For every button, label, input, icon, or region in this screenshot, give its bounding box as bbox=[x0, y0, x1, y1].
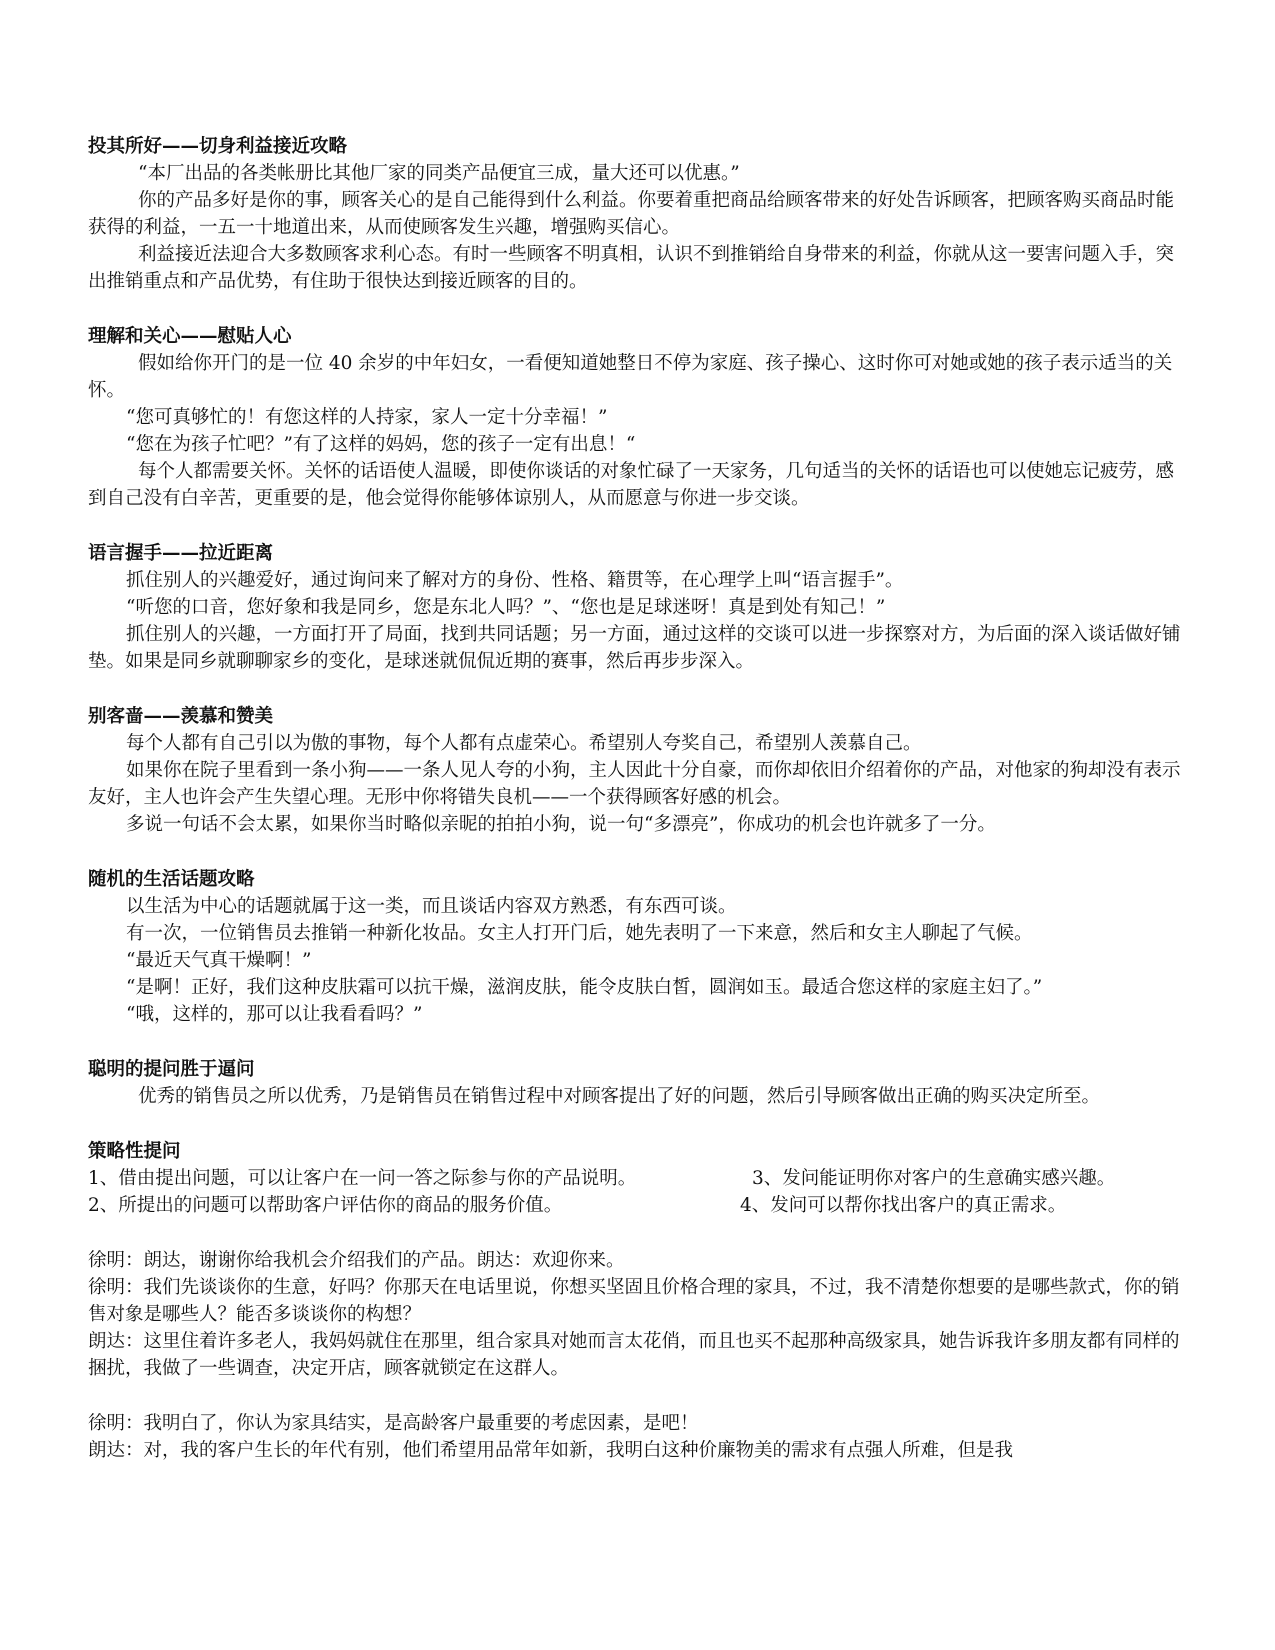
dialogue-line: 徐明：朗达，谢谢你给我机会介绍我们的产品。朗达：欢迎你来。 bbox=[88, 1250, 625, 1271]
paragraph: “您在为孩子忙吧？”有了这样的妈妈，您的孩子一定有出息！“ bbox=[126, 434, 636, 455]
paragraph: 假如给你开门的是一位 40 余岁的中年妇女，一看便知道她整日不停为家庭、孩子操心、这时你可对她或她的孩子表示适当的关怀。 bbox=[88, 353, 1173, 401]
dialogue-line: 徐明：我们先谈谈你的生意，好吗？你那天在电话里说，你想买坚固且价格合理的家具，不过，我不清楚你想要的是哪些款式，你的销售对象是哪些人？能否多谈谈你的构想？ bbox=[88, 1277, 1180, 1325]
paragraph: “本厂出品的各类帐册比其他厂家的同类产品便宜三成，量大还可以优惠。” bbox=[138, 163, 740, 184]
paragraph: 你的产品多好是你的事，顾客关心的是自己能得到什么利益。你要着重把商品给顾客带来的好处告诉顾客，把顾客购买商品时能获得的利益，一五一十地道出来，从而使顾客发生兴趣，增强购买信心。 bbox=[88, 190, 1175, 238]
paragraph: “最近天气真干燥啊！” bbox=[126, 950, 312, 971]
dialogue-line: 朗达：这里住着许多老人，我妈妈就住在那里，组合家具对她而言太花俏，而且也买不起那种高级家具，她告诉我许多朋友都有同样的捆扰，我做了一些调查，决定开店，顾客就锁定在这群人。 bbox=[88, 1331, 1180, 1379]
section-heading: 理解和关心——慰贴人心 bbox=[88, 326, 292, 347]
strategy-item-1: 1、借由提出问题，可以让客户在一问一答之际参与你的产品说明。 bbox=[88, 1168, 637, 1189]
paragraph: 如果你在院子里看到一条小狗——一条人见人夸的小狗，主人因此十分自豪，而你却依旧介绍着你的产品，对他家的狗却没有表示友好，主人也许会产生失望心理。无形中你将错失良机——一个获得顾客好感的机会。 bbox=[88, 760, 1181, 808]
strategy-item-3: 3、发问能证明你对客户的生意确实感兴趣。 bbox=[752, 1168, 1116, 1189]
strategy-item-2: 2、所提出的问题可以帮助客户评估你的商品的服务价值。 bbox=[88, 1195, 563, 1216]
section-6 bbox=[88, 1056, 1188, 1110]
paragraph: 有一次，一位销售员去推销一种新化妆品。女主人打开门后，她先表明了一下来意，然后和女主人聊起了气候。 bbox=[126, 923, 1033, 944]
spacer bbox=[88, 512, 1188, 540]
dialogue-block-1 bbox=[88, 1247, 1188, 1382]
paragraph: “听您的口音，您好象和我是同乡，您是东北人吗？”、“您也是足球迷呀！真是到处有知己！” bbox=[126, 597, 886, 618]
dialogue-line: 朗达：对，我的客户生长的年代有别，他们希望用品常年如新，我明白这种价廉物美的需求有点强人所难，但是我 bbox=[88, 1440, 1014, 1461]
spacer bbox=[88, 295, 1188, 323]
spacer bbox=[88, 1110, 1188, 1138]
section-3 bbox=[88, 540, 1188, 675]
dialogue-block-2 bbox=[88, 1410, 1188, 1464]
spacer bbox=[88, 838, 1188, 866]
paragraph: 优秀的销售员之所以优秀，乃是销售员在销售过程中对顾客提出了好的问题，然后引导顾客做出正确的购买决定所至。 bbox=[138, 1086, 1101, 1107]
spacer bbox=[88, 1382, 1188, 1410]
section-1 bbox=[88, 133, 1188, 295]
spacer bbox=[88, 1219, 1188, 1247]
document-page bbox=[88, 133, 1188, 1464]
spacer bbox=[88, 1028, 1188, 1056]
paragraph: 抓住别人的兴趣爱好，通过询问来了解对方的身份、性格、籍贯等，在心理学上叫“语言握手”。 bbox=[126, 570, 904, 591]
strategy-section bbox=[88, 1138, 1188, 1219]
section-4 bbox=[88, 703, 1188, 838]
paragraph: 利益接近法迎合大多数顾客求利心态。有时一些顾客不明真相，认识不到推销给自身带来的利益，你就从这一要害问题入手，突出推销重点和产品优势，有住助于很快达到接近顾客的目的。 bbox=[88, 244, 1175, 292]
dialogue-line: 徐明：我明白了，你认为家具结实，是高龄客户最重要的考虑因素，是吧！ bbox=[88, 1413, 699, 1434]
paragraph: “哦，这样的，那可以让我看看吗？” bbox=[126, 1004, 423, 1025]
paragraph: 多说一句话不会太累，如果你当时略似亲昵的拍拍小狗，说一句“多漂亮”，你成功的机会也许就多了一分。 bbox=[126, 814, 996, 835]
strategy-row-2 bbox=[88, 1192, 1188, 1219]
strategy-row-1 bbox=[88, 1165, 1188, 1192]
paragraph: 抓住别人的兴趣，一方面打开了局面，找到共同话题；另一方面，通过这样的交谈可以进一步探察对方，为后面的深入谈话做好铺垫。如果是同乡就聊聊家乡的变化，是球迷就侃侃近期的赛事，然后再步步深入。 bbox=[88, 624, 1181, 672]
paragraph: “是啊！正好，我们这种皮肤霜可以抗干燥，滋润皮肤，能令皮肤白皙，圆润如玉。最适合您这样的家庭主妇了。” bbox=[126, 977, 1043, 998]
section-5 bbox=[88, 866, 1188, 1028]
section-heading: 投其所好——切身利益接近攻略 bbox=[88, 136, 348, 157]
paragraph: 每个人都需要关怀。关怀的话语使人温暖，即使你谈话的对象忙碌了一天家务，几句适当的关怀的话语也可以使她忘记疲劳，感到自己没有白辛苦，更重要的是，他会觉得你能够体谅别人，从而愿意与你进一步交谈。 bbox=[88, 461, 1175, 509]
paragraph: 每个人都有自己引以为傲的事物，每个人都有点虚荣心。希望别人夸奖自己，希望别人羡慕自己。 bbox=[126, 733, 922, 754]
section-heading: 聪明的提问胜于逼问 bbox=[88, 1059, 255, 1080]
section-heading: 语言握手——拉近距离 bbox=[88, 543, 274, 564]
section-heading: 策略性提问 bbox=[88, 1141, 181, 1162]
paragraph: 以生活为中心的话题就属于这一类，而且谈话内容双方熟悉，有东西可谈。 bbox=[126, 896, 737, 917]
section-2 bbox=[88, 323, 1188, 512]
spacer bbox=[88, 675, 1188, 703]
section-heading: 随机的生活话题攻略 bbox=[88, 869, 255, 890]
strategy-item-4: 4、发问可以帮你找出客户的真正需求。 bbox=[740, 1195, 1067, 1216]
section-heading: 别客啬——羡慕和赞美 bbox=[88, 706, 274, 727]
paragraph: “您可真够忙的！有您这样的人持家，家人一定十分幸福！” bbox=[126, 407, 608, 428]
